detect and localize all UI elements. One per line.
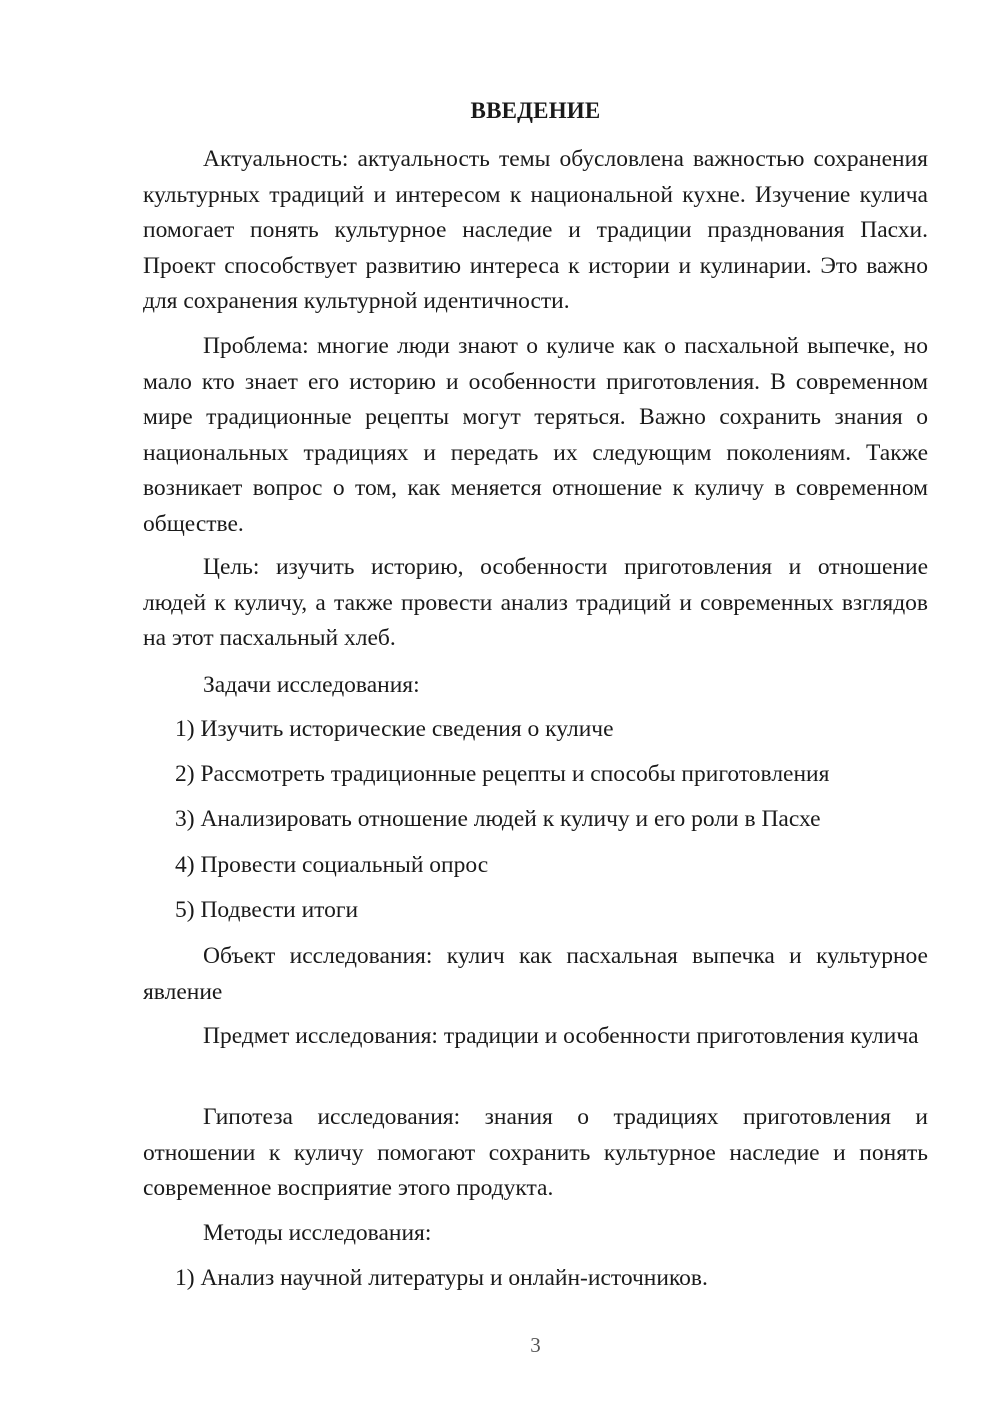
relevance-paragraph: Актуальность: актуальность темы обусловлена важностью сохранения культурных традиций и интересом к национальной кухне. Изучение кулича помогает понять культурное наследие и традиции празднования Пасхи. Проект способствует развитию интереса к истории и кулинарии. Это важно для сохранения культурной идентичности.: [143, 146, 928, 314]
subject-paragraph: Предмет исследования: традиции и особенности приготовления кулича: [203, 1023, 919, 1049]
task-item-2: 2) Рассмотреть традиционные рецепты и способы приготовления: [175, 761, 830, 787]
hypothesis-paragraph: Гипотеза исследования: знания о традициях приготовления и отношении к куличу помогают сохранить культурное наследие и понять современное восприятие этого продукта.: [143, 1104, 928, 1201]
object-paragraph: Объект исследования: кулич как пасхальная выпечка и культурное явление: [143, 943, 928, 1005]
task-item-3: 3) Анализировать отношение людей к куличу и его роли в Пасхе: [175, 806, 821, 832]
tasks-label: Задачи исследования:: [203, 672, 420, 698]
section-heading: ВВЕДЕНИЕ: [470, 98, 601, 123]
task-item-5: 5) Подвести итоги: [175, 897, 359, 923]
task-item-4: 4) Провести социальный опрос: [175, 852, 489, 878]
method-item-1: 1) Анализ научной литературы и онлайн-источников.: [175, 1265, 708, 1291]
page-number: 3: [530, 1333, 541, 1357]
task-item-1: 1) Изучить исторические сведения о куличе: [175, 716, 614, 742]
goal-paragraph: Цель: изучить историю, особенности приготовления и отношение людей к куличу, а также провести анализ традиций и современных взглядов на этот пасхальный хлеб.: [143, 554, 928, 651]
methods-label: Методы исследования:: [203, 1220, 432, 1246]
problem-paragraph: Проблема: многие люди знают о куличе как о пасхальной выпечке, но мало кто знает его историю и особенности приготовления. В современном мире традиционные рецепты могут теряться. Важно сохранить знания о национальных традициях и передать их следующим поколениям. Также возникает вопрос о том, как меняется отношение к куличу в современном обществе.: [143, 333, 928, 537]
